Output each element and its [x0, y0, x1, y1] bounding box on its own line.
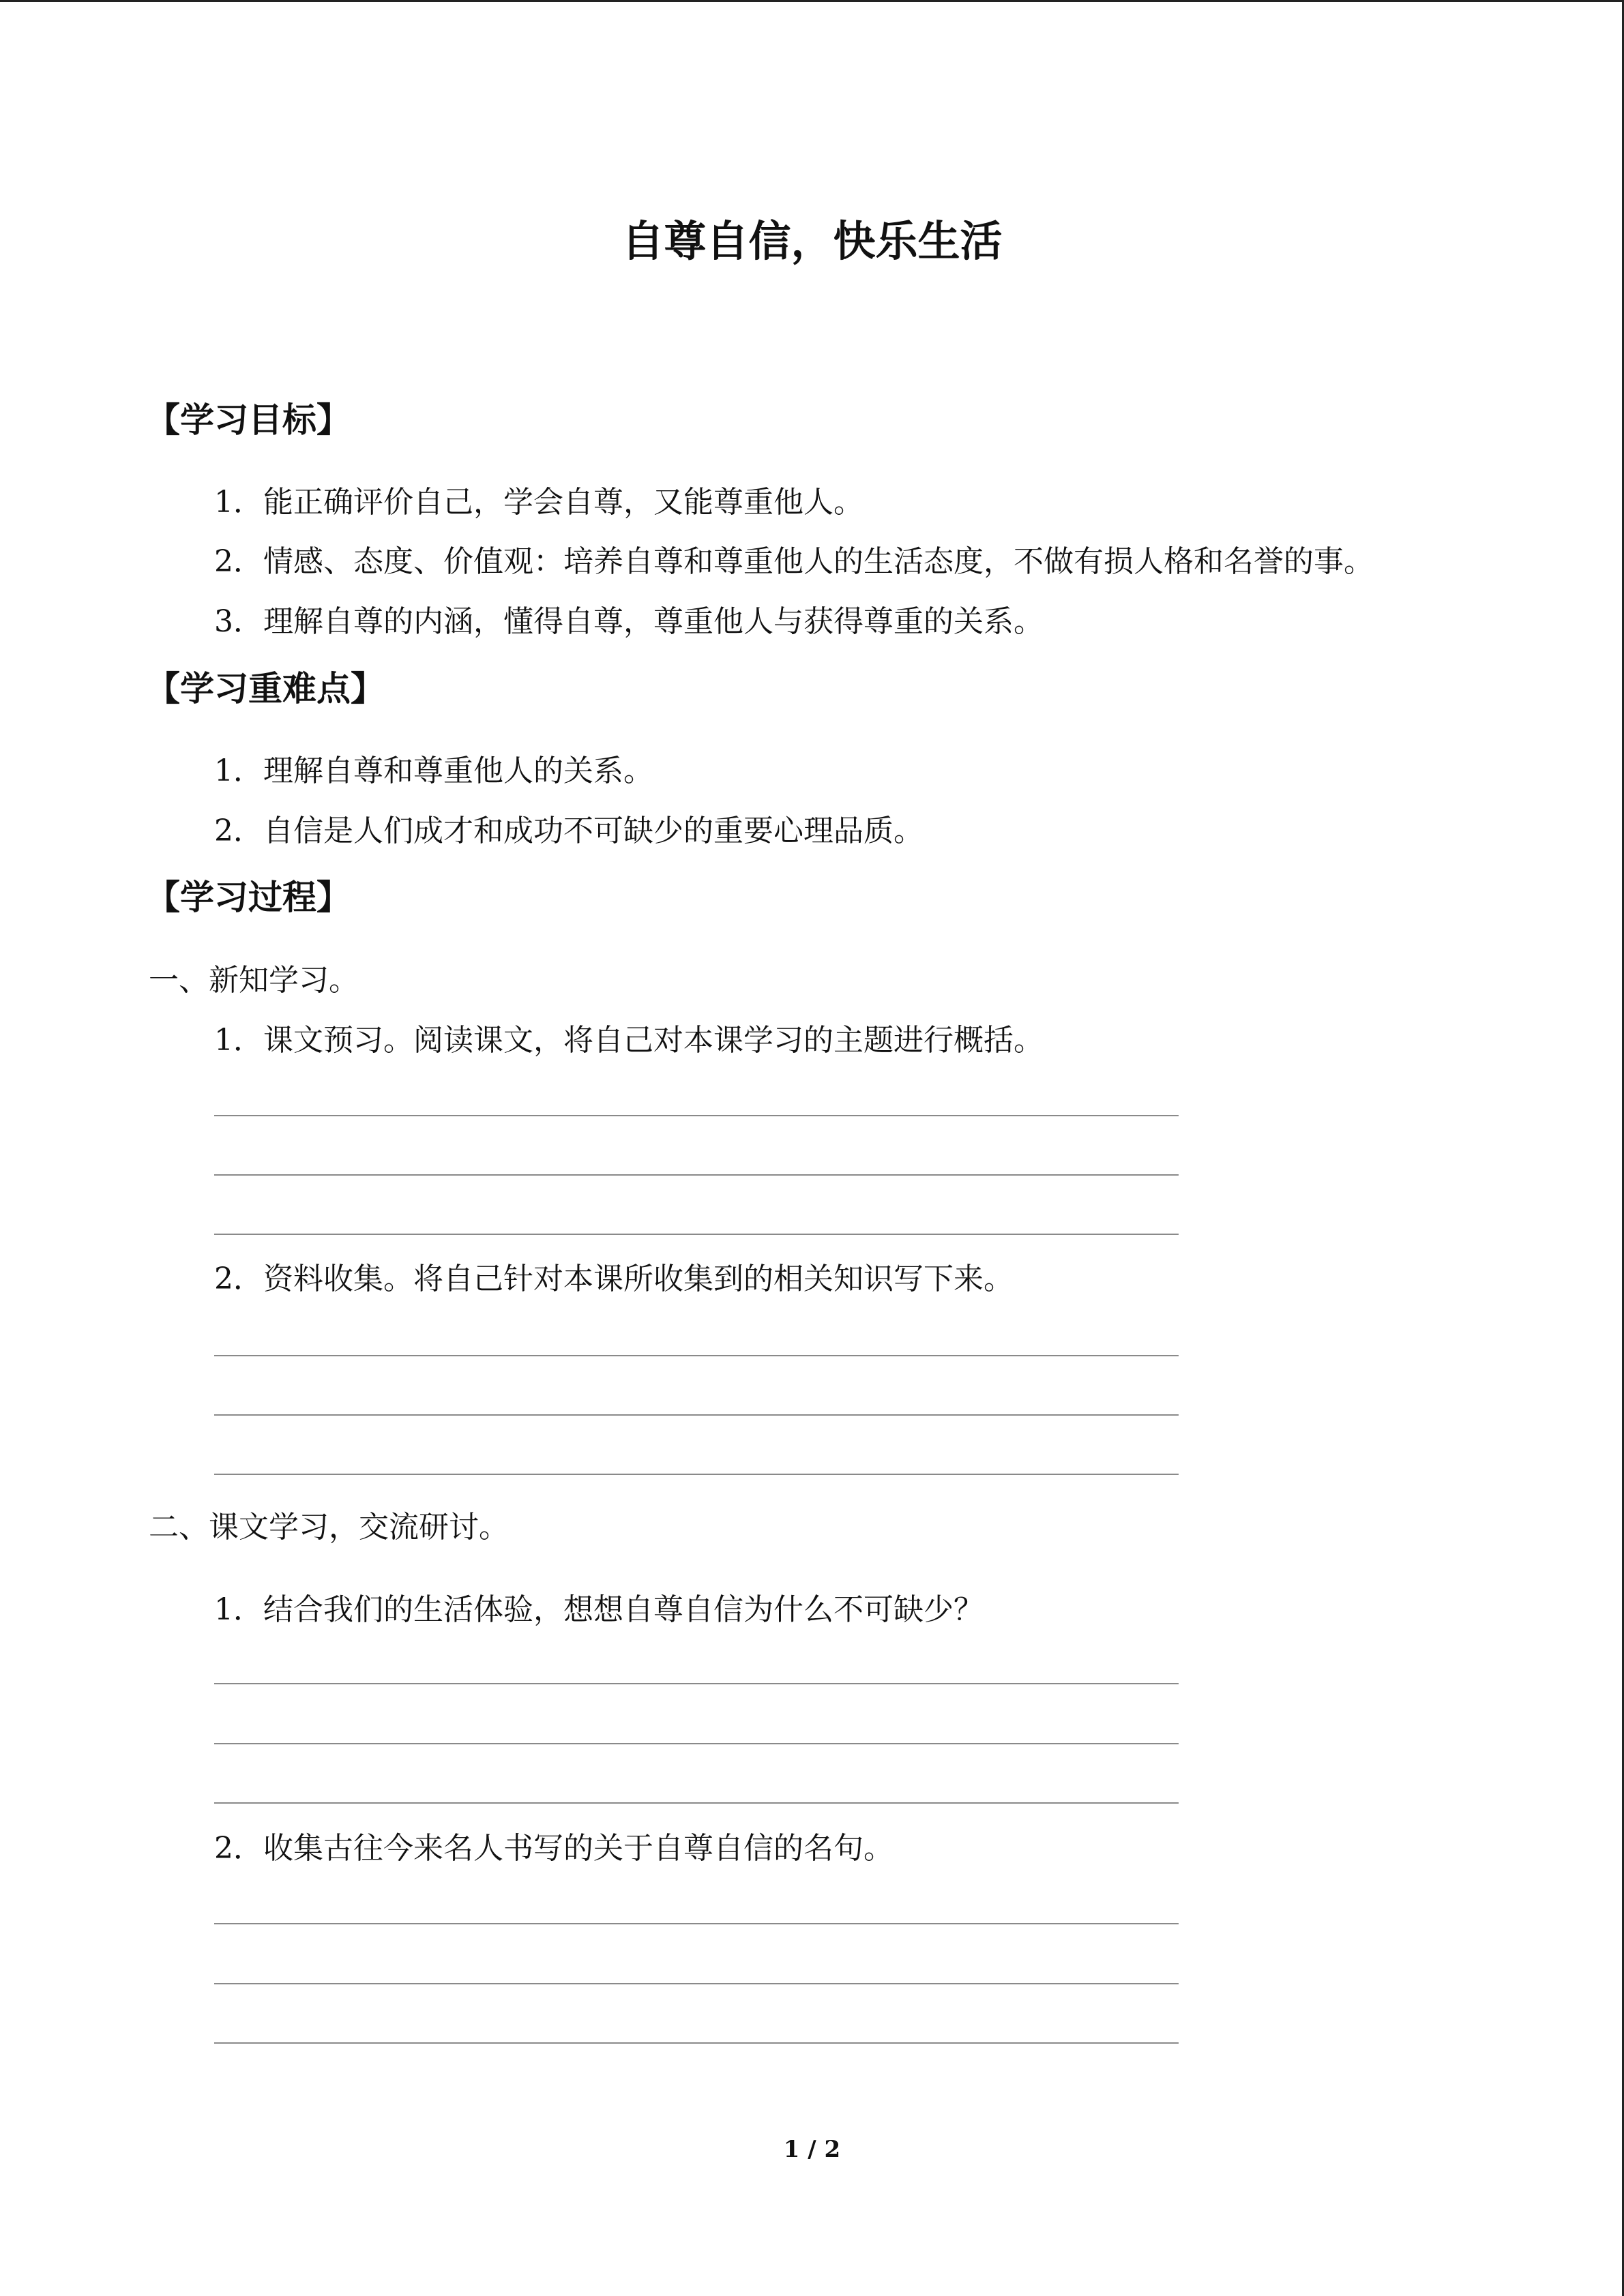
answer-line[interactable] — [214, 1983, 1179, 1984]
question-preview: 1．课文预习。阅读课文，将自己对本课学习的主题进行概括。 — [214, 1023, 1044, 1058]
question-famous-quotes: 2．收集古往今来名人书写的关于自尊自信的名句。 — [214, 1831, 894, 1866]
answer-line[interactable] — [214, 2042, 1179, 2044]
answer-line[interactable] — [214, 1923, 1179, 1924]
question-life-experience: 1．结合我们的生活体验，想想自尊自信为什么不可缺少？ — [214, 1592, 984, 1627]
objective-item-3: 3．理解自尊的内涵，懂得自尊，尊重他人与获得尊重的关系。 — [214, 604, 1044, 639]
document-title: 自尊自信，快乐生活 — [621, 216, 1003, 266]
answer-line[interactable] — [214, 1234, 1179, 1235]
page-number: 1 / 2 — [783, 2136, 841, 2163]
answer-line[interactable] — [214, 1355, 1179, 1356]
answer-line[interactable] — [214, 1802, 1179, 1804]
answer-line[interactable] — [214, 1743, 1179, 1744]
answer-line[interactable] — [214, 1414, 1179, 1416]
objective-item-2: 2．情感、态度、价值观：培养自尊和尊重他人的生活态度，不做有损人格和名誉的事。 — [214, 544, 1374, 579]
answer-line[interactable] — [214, 1683, 1179, 1684]
section-heading-objectives: 【学习目标】 — [146, 400, 351, 440]
answer-line[interactable] — [214, 1115, 1179, 1116]
page-border-top — [0, 0, 1624, 2]
part-title-text-study: 二、课文学习，交流研讨。 — [149, 1510, 509, 1545]
question-material-collection: 2．资料收集。将自己针对本课所收集到的相关知识写下来。 — [214, 1262, 1014, 1296]
key-point-item-1: 1．理解自尊和尊重他人的关系。 — [214, 754, 653, 788]
section-heading-process: 【学习过程】 — [146, 877, 351, 917]
answer-line[interactable] — [214, 1474, 1179, 1475]
part-title-new-knowledge: 一、新知学习。 — [149, 963, 359, 998]
objective-item-1: 1．能正确评价自己，学会自尊，又能尊重他人。 — [214, 485, 863, 520]
key-point-item-2: 2．自信是人们成才和成功不可缺少的重要心理品质。 — [214, 814, 924, 848]
answer-line[interactable] — [214, 1174, 1179, 1176]
section-heading-key-points: 【学习重难点】 — [146, 668, 385, 709]
